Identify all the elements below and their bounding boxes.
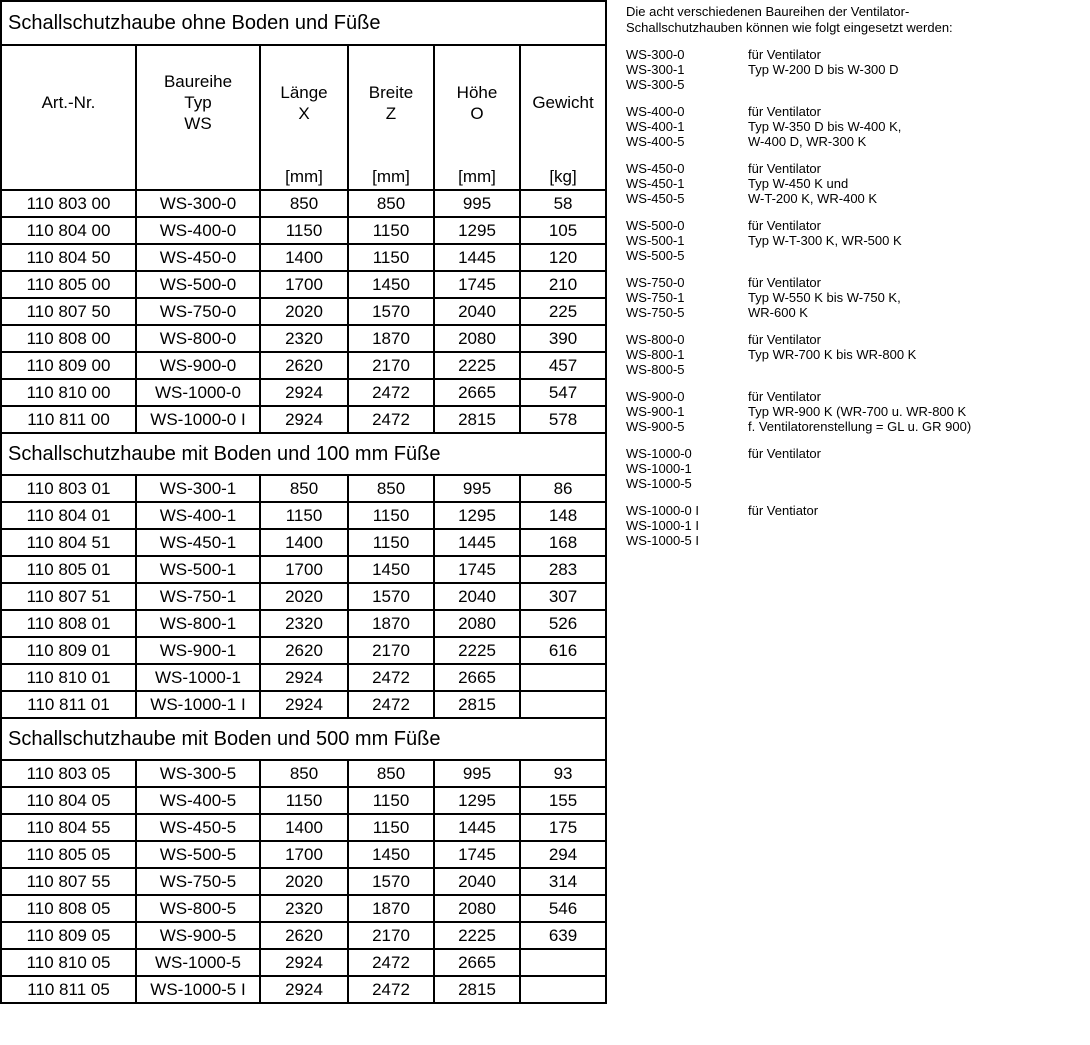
notes-group-codes [626, 446, 748, 491]
table-row [1, 244, 606, 271]
notes-group-description [748, 47, 1090, 92]
art-nr-cell: 110 809 05 [1, 922, 136, 949]
section-title: Schallschutzhaube ohne Boden und Füße [1, 1, 606, 45]
col-header-line: WS [184, 114, 212, 133]
table-row [1, 271, 606, 298]
laenge-cell: 2924 [260, 379, 348, 406]
hoehe-cell: 1445 [434, 244, 520, 271]
notes-description-line: für Ventilator [748, 446, 821, 461]
unit-cell [136, 159, 260, 190]
art-nr-cell: 110 805 05 [1, 841, 136, 868]
notes-code: WS-1000-0 I [626, 503, 699, 518]
notes-code: WS-450-0 [626, 161, 685, 176]
type-cell: WS-1000-5 I [136, 976, 260, 1003]
gewicht-cell: 93 [520, 760, 606, 787]
notes-group [626, 446, 1090, 491]
table-row [1, 502, 606, 529]
breite-cell: 1570 [348, 298, 434, 325]
breite-cell: 1450 [348, 556, 434, 583]
breite-cell: 2472 [348, 949, 434, 976]
notes-description-line: für Ventilator [748, 104, 821, 119]
type-cell: WS-900-5 [136, 922, 260, 949]
notes-code: WS-900-0 [626, 389, 685, 404]
notes-group-description [748, 503, 1090, 548]
hoehe-cell: 2080 [434, 325, 520, 352]
type-cell: WS-750-5 [136, 868, 260, 895]
art-nr-cell: 110 811 05 [1, 976, 136, 1003]
gewicht-cell [520, 949, 606, 976]
art-nr-cell: 110 804 00 [1, 217, 136, 244]
laenge-cell: 1700 [260, 556, 348, 583]
notes-group-description [748, 332, 1090, 377]
notes-description-line: W-T-200 K, WR-400 K [748, 191, 878, 206]
notes-code: WS-1000-5 I [626, 533, 699, 548]
gewicht-cell: 390 [520, 325, 606, 352]
unit-cell: [mm] [434, 159, 520, 190]
notes-intro-line: Schallschutzhauben können wie folgt eingesetzt werden: [626, 20, 953, 35]
gewicht-cell: 526 [520, 610, 606, 637]
gewicht-cell: 148 [520, 502, 606, 529]
notes-code: WS-900-1 [626, 404, 685, 419]
type-cell: WS-800-0 [136, 325, 260, 352]
breite-cell: 1150 [348, 244, 434, 271]
table-row [1, 475, 606, 502]
notes-group-codes [626, 218, 748, 263]
art-nr-cell: 110 809 01 [1, 637, 136, 664]
type-cell: WS-500-1 [136, 556, 260, 583]
notes-description-line: für Ventilator [748, 47, 821, 62]
art-nr-cell: 110 804 05 [1, 787, 136, 814]
laenge-cell: 2620 [260, 637, 348, 664]
section-title-row [1, 718, 606, 760]
type-cell: WS-400-0 [136, 217, 260, 244]
art-nr-cell: 110 811 00 [1, 406, 136, 433]
type-cell: WS-300-5 [136, 760, 260, 787]
section-title: Schallschutzhaube mit Boden und 100 mm Füße [1, 433, 606, 475]
gewicht-cell [520, 664, 606, 691]
notes-code: WS-800-0 [626, 332, 685, 347]
section-title-row [1, 1, 606, 45]
table-row [1, 841, 606, 868]
gewicht-cell: 58 [520, 190, 606, 217]
notes-description-line: Typ WR-700 K bis WR-800 K [748, 347, 917, 362]
laenge-cell: 2924 [260, 949, 348, 976]
hoehe-cell: 2225 [434, 922, 520, 949]
art-nr-cell: 110 804 01 [1, 502, 136, 529]
unit-cell: [kg] [520, 159, 606, 190]
notes-code: WS-1000-1 I [626, 518, 699, 533]
notes-code: WS-500-0 [626, 218, 685, 233]
notes-code: WS-900-5 [626, 419, 685, 434]
breite-cell: 1870 [348, 325, 434, 352]
hoehe-cell: 1295 [434, 217, 520, 244]
notes-description-line: für Ventilator [748, 389, 821, 404]
type-cell: WS-1000-0 [136, 379, 260, 406]
hoehe-cell: 2040 [434, 298, 520, 325]
hoehe-cell: 2665 [434, 949, 520, 976]
notes-group [626, 218, 1090, 263]
notes-description-line: WR-600 K [748, 305, 808, 320]
laenge-cell: 2620 [260, 352, 348, 379]
type-cell: WS-400-1 [136, 502, 260, 529]
hoehe-cell: 2665 [434, 379, 520, 406]
laenge-cell: 1150 [260, 502, 348, 529]
art-nr-cell: 110 804 55 [1, 814, 136, 841]
laenge-cell: 1150 [260, 217, 348, 244]
breite-cell: 2472 [348, 379, 434, 406]
gewicht-cell: 175 [520, 814, 606, 841]
notes-code: WS-750-0 [626, 275, 685, 290]
laenge-cell: 2924 [260, 976, 348, 1003]
art-nr-cell: 110 803 05 [1, 760, 136, 787]
art-nr-cell: 110 807 55 [1, 868, 136, 895]
laenge-cell: 2020 [260, 583, 348, 610]
art-nr-cell: 110 807 51 [1, 583, 136, 610]
notes-group-codes [626, 275, 748, 320]
hoehe-cell: 2225 [434, 637, 520, 664]
laenge-cell: 2320 [260, 325, 348, 352]
type-cell: WS-750-0 [136, 298, 260, 325]
art-nr-cell: 110 808 00 [1, 325, 136, 352]
gewicht-cell: 457 [520, 352, 606, 379]
hoehe-cell: 2815 [434, 406, 520, 433]
notes-group-codes [626, 332, 748, 377]
hoehe-cell: 995 [434, 475, 520, 502]
hoehe-cell: 2815 [434, 976, 520, 1003]
breite-cell: 1150 [348, 217, 434, 244]
type-cell: WS-500-0 [136, 271, 260, 298]
laenge-cell: 1400 [260, 814, 348, 841]
gewicht-cell: 578 [520, 406, 606, 433]
table-row [1, 691, 606, 718]
breite-cell: 1150 [348, 787, 434, 814]
table-row [1, 922, 606, 949]
table-row [1, 976, 606, 1003]
col-header-line: X [298, 103, 310, 123]
table-row [1, 760, 606, 787]
type-cell: WS-450-1 [136, 529, 260, 556]
notes-code: WS-1000-1 [626, 461, 692, 476]
hoehe-cell: 2665 [434, 664, 520, 691]
gewicht-cell [520, 691, 606, 718]
notes-group-description [748, 104, 1090, 149]
breite-cell: 1150 [348, 814, 434, 841]
type-cell: WS-1000-1 I [136, 691, 260, 718]
breite-cell: 2472 [348, 976, 434, 1003]
breite-cell: 1870 [348, 610, 434, 637]
notes-groups [626, 47, 1090, 548]
notes-group [626, 104, 1090, 149]
gewicht-cell: 86 [520, 475, 606, 502]
units-row [1, 159, 606, 190]
breite-cell: 1150 [348, 502, 434, 529]
notes-code: WS-500-1 [626, 233, 685, 248]
gewicht-cell [520, 976, 606, 1003]
table-row [1, 406, 606, 433]
breite-cell: 1150 [348, 529, 434, 556]
notes-group-codes [626, 47, 748, 92]
art-nr-cell: 110 805 00 [1, 271, 136, 298]
notes-group [626, 332, 1090, 377]
notes-group-description [748, 389, 1090, 434]
type-cell: WS-300-0 [136, 190, 260, 217]
art-nr-cell: 110 810 05 [1, 949, 136, 976]
laenge-cell: 1700 [260, 271, 348, 298]
laenge-cell: 2320 [260, 610, 348, 637]
gewicht-cell: 307 [520, 583, 606, 610]
notes-group [626, 47, 1090, 92]
type-cell: WS-800-1 [136, 610, 260, 637]
notes-description-line: Typ W-450 K und [748, 176, 849, 191]
notes-code: WS-750-5 [626, 305, 685, 320]
gewicht-cell: 547 [520, 379, 606, 406]
type-cell: WS-750-1 [136, 583, 260, 610]
col-header-line: Z [385, 103, 397, 123]
notes-code: WS-800-5 [626, 362, 685, 377]
art-nr-cell: 110 804 51 [1, 529, 136, 556]
art-nr-cell: 110 811 01 [1, 691, 136, 718]
type-cell: WS-800-5 [136, 895, 260, 922]
notes-code: WS-500-5 [626, 248, 685, 263]
breite-cell: 2170 [348, 352, 434, 379]
col-header-line: Höhe [456, 82, 498, 102]
notes-description-line: für Ventilator [748, 218, 821, 233]
type-cell: WS-300-1 [136, 475, 260, 502]
col-header-gewicht: Gewicht [520, 45, 606, 159]
laenge-cell: 1400 [260, 244, 348, 271]
art-nr-cell: 110 803 01 [1, 475, 136, 502]
col-header-line: Breite [368, 82, 414, 102]
breite-cell: 2472 [348, 664, 434, 691]
type-cell: WS-1000-1 [136, 664, 260, 691]
hoehe-cell: 995 [434, 760, 520, 787]
breite-cell: 850 [348, 190, 434, 217]
gewicht-cell: 168 [520, 529, 606, 556]
laenge-cell: 850 [260, 760, 348, 787]
laenge-cell: 1400 [260, 529, 348, 556]
hoehe-cell: 2225 [434, 352, 520, 379]
gewicht-cell: 546 [520, 895, 606, 922]
gewicht-cell: 616 [520, 637, 606, 664]
table-row [1, 814, 606, 841]
breite-cell: 850 [348, 760, 434, 787]
art-nr-cell: 110 808 05 [1, 895, 136, 922]
type-cell: WS-500-5 [136, 841, 260, 868]
notes-code: WS-450-5 [626, 191, 685, 206]
table-row [1, 583, 606, 610]
col-header-line: Typ [184, 93, 212, 112]
table-row [1, 610, 606, 637]
notes-code: WS-400-0 [626, 104, 685, 119]
table-row [1, 949, 606, 976]
laenge-cell: 2924 [260, 691, 348, 718]
art-nr-cell: 110 807 50 [1, 298, 136, 325]
col-header-laenge [260, 45, 348, 159]
table-row [1, 787, 606, 814]
gewicht-cell: 105 [520, 217, 606, 244]
unit-cell: [mm] [260, 159, 348, 190]
gewicht-cell: 155 [520, 787, 606, 814]
notes-code: WS-300-0 [626, 47, 685, 62]
table-row [1, 637, 606, 664]
laenge-cell: 2924 [260, 664, 348, 691]
notes-group-description [748, 161, 1090, 206]
notes-description-line: Typ W-350 D bis W-400 K, [748, 119, 902, 134]
notes-code: WS-400-1 [626, 119, 685, 134]
notes-group [626, 161, 1090, 206]
gewicht-cell: 294 [520, 841, 606, 868]
hoehe-cell: 2040 [434, 868, 520, 895]
notes-description-line: für Ventilator [748, 275, 821, 290]
breite-cell: 1570 [348, 583, 434, 610]
table-row [1, 868, 606, 895]
gewicht-cell: 120 [520, 244, 606, 271]
notes-code: WS-400-5 [626, 134, 685, 149]
gewicht-cell: 314 [520, 868, 606, 895]
notes-description-line: f. Ventilatorenstellung = GL u. GR 900) [748, 419, 972, 434]
hoehe-cell: 2080 [434, 895, 520, 922]
type-cell: WS-1000-0 I [136, 406, 260, 433]
notes-description-line: Typ W-200 D bis W-300 D [748, 62, 899, 77]
hoehe-cell: 2080 [434, 610, 520, 637]
type-cell: WS-450-0 [136, 244, 260, 271]
laenge-cell: 2924 [260, 406, 348, 433]
notes-code: WS-800-1 [626, 347, 685, 362]
hoehe-cell: 1745 [434, 271, 520, 298]
table-row [1, 529, 606, 556]
breite-cell: 850 [348, 475, 434, 502]
notes-group-codes [626, 389, 748, 434]
breite-cell: 1450 [348, 841, 434, 868]
hoehe-cell: 1445 [434, 814, 520, 841]
laenge-cell: 850 [260, 190, 348, 217]
notes-code: WS-300-1 [626, 62, 685, 77]
breite-cell: 2170 [348, 637, 434, 664]
type-cell: WS-450-5 [136, 814, 260, 841]
breite-cell: 1870 [348, 895, 434, 922]
hoehe-cell: 995 [434, 190, 520, 217]
art-nr-cell: 110 810 01 [1, 664, 136, 691]
notes-description-line: für Ventiator [748, 503, 819, 518]
hoehe-cell: 2815 [434, 691, 520, 718]
notes-group [626, 275, 1090, 320]
notes-description-line: für Ventilator [748, 161, 821, 176]
gewicht-cell: 283 [520, 556, 606, 583]
notes-intro [626, 4, 1090, 36]
notes-code: WS-750-1 [626, 290, 685, 305]
notes-description-line: für Ventilator [748, 332, 821, 347]
notes-description-line: Typ W-550 K bis W-750 K, [748, 290, 901, 305]
type-cell: WS-1000-5 [136, 949, 260, 976]
notes-group [626, 503, 1090, 548]
art-nr-cell: 110 809 00 [1, 352, 136, 379]
table-row [1, 298, 606, 325]
hoehe-cell: 1445 [434, 529, 520, 556]
gewicht-cell: 210 [520, 271, 606, 298]
unit-cell [1, 159, 136, 190]
breite-cell: 1570 [348, 868, 434, 895]
hoehe-cell: 1745 [434, 841, 520, 868]
notes-group-description [748, 275, 1090, 320]
table-row [1, 190, 606, 217]
notes-description-line: W-400 D, WR-300 K [748, 134, 867, 149]
col-header-line: O [470, 103, 484, 123]
laenge-cell: 2020 [260, 868, 348, 895]
hoehe-cell: 1295 [434, 502, 520, 529]
type-cell: WS-900-0 [136, 352, 260, 379]
art-nr-cell: 110 803 00 [1, 190, 136, 217]
notes-description-line: Typ WR-900 K (WR-700 u. WR-800 K [748, 404, 967, 419]
breite-cell: 2472 [348, 406, 434, 433]
breite-cell: 1450 [348, 271, 434, 298]
notes-group-codes [626, 503, 748, 548]
unit-cell: [mm] [348, 159, 434, 190]
breite-cell: 2170 [348, 922, 434, 949]
col-header-breite [348, 45, 434, 159]
table-row [1, 325, 606, 352]
notes-code: WS-300-5 [626, 77, 685, 92]
breite-cell: 2472 [348, 691, 434, 718]
art-nr-cell: 110 804 50 [1, 244, 136, 271]
section-title: Schallschutzhaube mit Boden und 500 mm Füße [1, 718, 606, 760]
notes-group-codes [626, 161, 748, 206]
hoehe-cell: 1295 [434, 787, 520, 814]
hoehe-cell: 2040 [434, 583, 520, 610]
laenge-cell: 1150 [260, 787, 348, 814]
notes-code: WS-450-1 [626, 176, 685, 191]
notes-group-description [748, 218, 1090, 263]
laenge-cell: 2620 [260, 922, 348, 949]
art-nr-cell: 110 810 00 [1, 379, 136, 406]
laenge-cell: 2320 [260, 895, 348, 922]
art-nr-cell: 110 808 01 [1, 610, 136, 637]
notes-group-description [748, 446, 1090, 491]
table-row [1, 379, 606, 406]
table-row [1, 556, 606, 583]
col-header-typ [136, 45, 260, 159]
notes-group-codes [626, 104, 748, 149]
usage-notes [626, 4, 1090, 560]
col-header-art: Art.-Nr. [1, 45, 136, 159]
type-cell: WS-400-5 [136, 787, 260, 814]
notes-intro-line: Die acht verschiedenen Baureihen der Ventilator- [626, 4, 910, 19]
notes-group [626, 389, 1090, 434]
col-header-line: Baureihe [163, 72, 233, 91]
notes-description-line: Typ W-T-300 K, WR-500 K [748, 233, 902, 248]
notes-code: WS-1000-5 [626, 476, 692, 491]
laenge-cell: 1700 [260, 841, 348, 868]
col-header-line: Länge [280, 82, 328, 102]
type-cell: WS-900-1 [136, 637, 260, 664]
table-row [1, 664, 606, 691]
gewicht-cell: 639 [520, 922, 606, 949]
table-row [1, 895, 606, 922]
gewicht-cell: 225 [520, 298, 606, 325]
section-title-row [1, 433, 606, 475]
art-nr-cell: 110 805 01 [1, 556, 136, 583]
col-header-hoehe [434, 45, 520, 159]
table-row [1, 352, 606, 379]
header-row [1, 45, 606, 159]
laenge-cell: 850 [260, 475, 348, 502]
laenge-cell: 2020 [260, 298, 348, 325]
notes-code: WS-1000-0 [626, 446, 692, 461]
hoehe-cell: 1745 [434, 556, 520, 583]
table-row [1, 217, 606, 244]
